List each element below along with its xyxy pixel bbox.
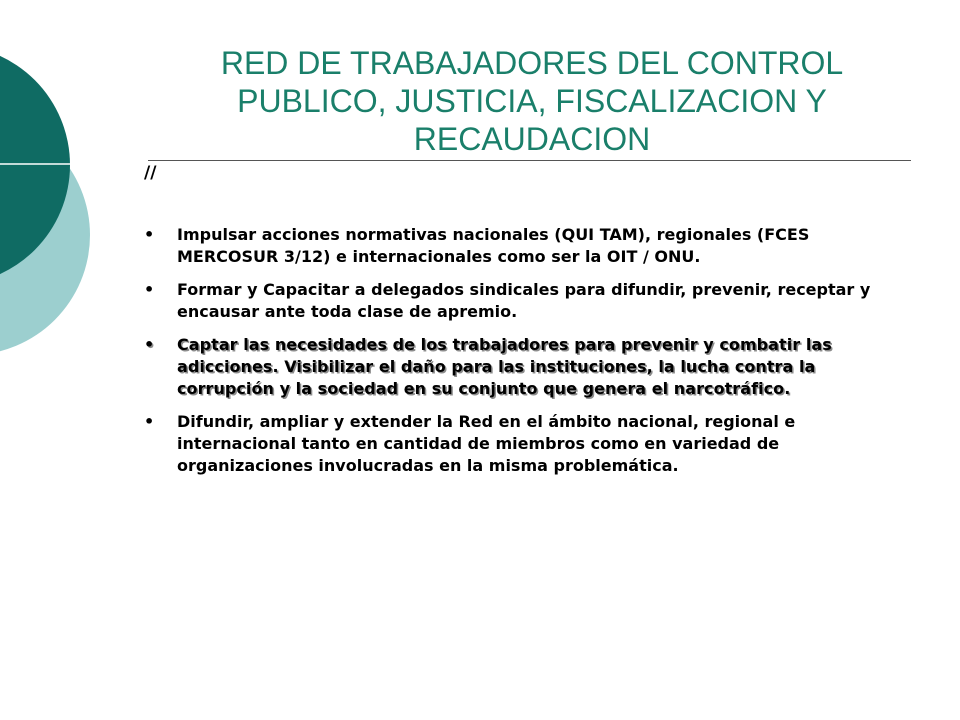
title-line-2: PUBLICO, JUSTICIA, FISCALIZACION Y bbox=[237, 83, 827, 119]
title-divider bbox=[148, 160, 911, 161]
decorative-circles bbox=[0, 0, 100, 380]
bullet-dot: • bbox=[144, 412, 155, 431]
title-line-3: RECAUDACION bbox=[413, 121, 651, 157]
bullet-item-4 bbox=[144, 411, 904, 477]
bullet-dot: • bbox=[144, 225, 155, 244]
title-line-1: RED DE TRABAJADORES DEL CONTROL bbox=[220, 45, 844, 81]
bullet-text: Impulsar acciones normativas nacionales (QUI TAM), regionales (FCES MERCOSUR 3/12) e internacionales como ser la OIT / ONU. bbox=[177, 225, 810, 266]
bullet-text: Captar las necesidades de los trabajadores para prevenir y combatir las adicciones. Visibilizar el daño para las instituciones, la lucha contra la corrupción y la sociedad en su conjunto que genera el narcotráfico. bbox=[177, 335, 832, 398]
slide-title bbox=[150, 44, 914, 158]
bullet-item-3 bbox=[144, 334, 904, 400]
bullet-dot: • bbox=[144, 335, 155, 354]
bullet-dot: • bbox=[144, 280, 155, 299]
slash-marker: // bbox=[144, 163, 157, 183]
bullet-item-1 bbox=[144, 224, 904, 268]
bullet-text: Formar y Capacitar a delegados sindicales para difundir, prevenir, receptar y encausar ante toda clase de apremio. bbox=[177, 280, 871, 321]
bullet-item-2 bbox=[144, 279, 904, 323]
bullet-list bbox=[144, 224, 904, 488]
bullet-text: Difundir, ampliar y extender la Red en el ámbito nacional, regional e internacional tanto en cantidad de miembros como en variedad de organizaciones involucradas en la misma problemática. bbox=[177, 412, 796, 475]
